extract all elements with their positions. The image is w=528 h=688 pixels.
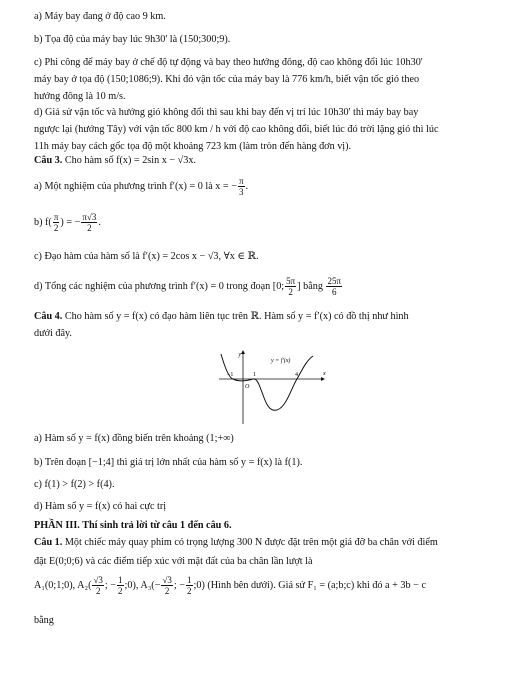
q3-option-b: b) f( $\frac{\pi}{2}$ ) = − $\frac{\pi√3}{2}$ .: [34, 212, 101, 233]
y-axis-arrow: [241, 350, 245, 354]
line-b-coordinates: b) Tọa độ của máy bay lúc 9h30' là (150;300;9).: [34, 34, 231, 45]
q3-option-a: a) Một nghiệm của phương trình f′(x) = 0 là x = − $\frac{\pi}{3}$ .: [34, 176, 249, 197]
c1-points: A₁(0;1;0), A₂( $\frac{√3}{2}$ ; − $\frac{1}{2}$ ;0), A₃(− $\frac{√3}{2}$ ; − $\frac{1}{2}$ ;0) (Hình bên dưới). Giả sử F₁ = (a;b;c) khi đó a + 3b − c: [34, 575, 426, 596]
part-3-heading: PHẦN III. Thí sinh trả lời từ câu 1 đến câu 6.: [34, 520, 232, 531]
line-d-wind: d) Giả sử vận tốc và hướng gió không đổi thì sau khi bay đến vị trí lúc 10h30' thì máy bay bay ngược lại (hướng Tây) với vận tốc 800 km / h với độ cao không đổi, biết lúc đó trời lặng gió thì lúc 11h máy bay cách gốc tọa độ một khoảng 723 km (làm tròn đến hàng đơn vị).: [34, 107, 439, 152]
q4-option-d: d) Hàm số y = f(x) có hai cực trị: [34, 501, 167, 512]
origin-label: O: [245, 384, 250, 390]
x-label: x: [323, 371, 326, 377]
derivative-graph: [215, 348, 327, 426]
line-a-altitude: a) Máy bay đang ở độ cao 9 km.: [34, 11, 166, 22]
x-axis-arrow: [321, 377, 325, 381]
q3-option-d: d) Tổng các nghiệm của phương trình f′(x) = 0 trong đoạn [0; $\frac{5\pi}{2}$ ] bằng $\frac{25\pi}{6}$: [34, 276, 342, 297]
question-4: Câu 4. Cho hàm số y = f(x) có đạo hàm liên tục trên ℝ. Hàm số y = f′(x) có đồ thị như hình dưới đây.: [34, 311, 409, 339]
y-label: y: [238, 352, 241, 358]
function-label: y = f′(x): [271, 358, 291, 364]
tick-1: 1: [253, 372, 256, 378]
line-c-pilot: c) Phi công để máy bay ở chế độ tự động và bay theo hướng đông, độ cao không đổi lúc 10h30' máy bay ở tọa độ (150;1086;9). Khi đó vận tốc của máy bay là 776 km/h, biết vận tốc gió theo hướng đông là 10 m/s.: [34, 57, 423, 102]
q4-option-a: a) Hàm số y = f(x) đồng biến trên khoảng (1;+∞): [34, 433, 234, 444]
q4-option-c: c) f(1) > f(2) > f(4).: [34, 479, 115, 490]
q4-option-b: b) Trên đoạn [−1;4] thì giá trị lớn nhất của hàm số y = f(x) là f(1).: [34, 457, 303, 468]
tick-4: 4: [295, 372, 298, 378]
tick-neg1: −1: [227, 372, 234, 378]
question-3: Câu 3. Cho hàm số f(x) = 2sin x − √3x.: [34, 155, 196, 166]
derivative-curve: [221, 354, 313, 410]
c1-end: bằng: [34, 615, 54, 626]
q3-option-c: c) Đạo hàm của hàm số là f′(x) = 2cos x − √3, ∀x ∈ ℝ.: [34, 251, 259, 262]
question-1-part3: Câu 1. Một chiếc máy quay phim có trọng lượng 300 N được đặt trên một giá đỡ ba chân với điểm đặt E(0;0;6) và các điểm tiếp xúc với mặt đất của ba chân lần lượt là: [34, 537, 438, 567]
